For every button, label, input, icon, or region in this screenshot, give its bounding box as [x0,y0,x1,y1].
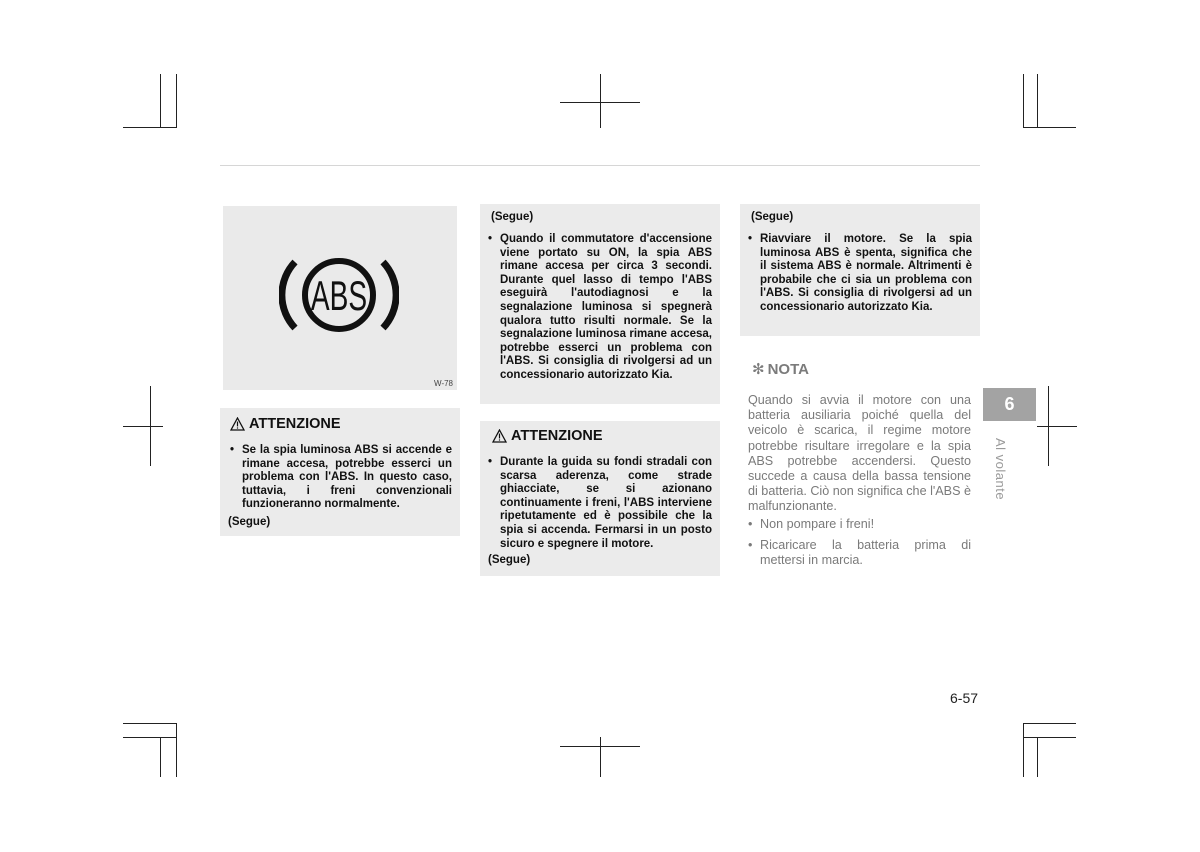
continued-box-3 [740,204,980,336]
continued-bullet-text: Riavviare il motore. Se la spia luminosa ABS è spenta, significa che il sistema ABS è normale. Altrimenti è probabile che ci sia un problema con l'ABS. Si consiglia di rivolgersi ad un concessionario autorizzato Kia. [760,233,972,313]
nota-bullet-text: Ricaricare la batteria prima di mettersi in marcia. [760,537,971,568]
chapter-tab-label [993,438,1013,508]
nota-bullet: • Ricaricare la batteria prima di mettersi in marcia. [748,537,971,568]
attenzione-title: ATTENZIONE [511,428,603,444]
nota-title: NOTA [767,360,809,378]
abs-icon [279,250,399,340]
attenzione-box-1 [220,408,460,536]
continued-bullet-text: Quando il commutatore d'accensione viene portato su ON, la spia ABS rimane accesa per circa 3 secondi. Durante quel lasso di tempo l'ABS eseguirà l'autodiagnosi e la segnalazione luminosa si spegnerà qualora tutto risulti normale. Se la segnalazione luminosa rimane accesa, potrebbe esserci un problema con l'ABS. Si consiglia di rivolgersi ad un concessionario autorizzato Kia. [500,233,712,381]
nota-body [748,393,971,568]
continued-box-2 [480,204,720,404]
attenzione-bullet: • Se la spia luminosa ABS si accende e rimane accesa, potrebbe esserci un problema con l'ABS. In questo caso, tuttavia, i freni convenzionali funzioneranno normalmente. [230,444,452,511]
chapter-tab-label-text: Al volante [993,438,1008,501]
nota-bullet-text: Non pompare i freni! [760,516,875,531]
continued-bullet: • Riavviare il motore. Se la spia luminosa ABS è spenta, significa che il sistema ABS è normale. Altrimenti è probabile che ci sia un problema con l'ABS. Si consiglia di rivolgersi ad un concessionario autorizzato Kia. [748,233,972,313]
attenzione-bullet: • Durante la guida su fondi stradali con scarsa aderenza, come strade ghiacciate, se si azionano continuamente i freni, l'ABS interviene ripetutamente ed è possibile che la spia si accenda. Fermarsi in un posto sicuro e spegnere il motore. [488,456,712,550]
nota-paragraph: Quando si avvia il motore con una batteria ausiliaria poiché quella del veicolo è scarica, il regime motore potrebbe risultare irregolare e la spia ABS potrebbe accendersi. Questo succede a causa della bassa tensione di batteria. Ciò non significa che l'ABS è malfunzionante. [748,393,971,514]
attenzione-bullet-text: Durante la guida su fondi stradali con scarsa aderenza, come strade ghiacciate, se si azionano continuamente i freni, l'ABS interviene ripetutamente ed è possibile che la spia si accenda. Fermarsi in un posto sicuro e spegnere il motore. [500,456,712,550]
segue-label-top: (Segue) [751,211,794,223]
continued-bullet: • Quando il commutatore d'accensione viene portato su ON, la spia ABS rimane accesa per circa 3 secondi. Durante quel lasso di tempo l'ABS eseguirà l'autodiagnosi e la segnalazione luminosa si spegnerà qualora tutto risulti normale. Se la segnalazione luminosa rimane accesa, potrebbe esserci un problema con l'ABS. Si consiglia di rivolgersi ad un concessionario autorizzato Kia. [488,233,712,381]
nota-heading [752,360,809,378]
abs-warning-light-figure [223,206,457,390]
attenzione-heading [230,416,452,432]
warning-triangle-icon [230,417,245,431]
segue-label: (Segue) [488,554,531,567]
attenzione-box-2 [480,421,720,576]
abs-icon-label: ABS [310,273,368,320]
nota-symbol: ✻ [752,361,765,378]
figure-code: W-78 [434,379,453,388]
attenzione-bullet-text: Se la spia luminosa ABS si accende e rimane accesa, potrebbe esserci un problema con l'ABS. In questo caso, tuttavia, i freni convenzionali funzioneranno normalmente. [242,444,452,511]
segue-label: (Segue) [228,515,271,528]
nota-bullet: • Non pompare i freni! [748,517,971,532]
chapter-tab-number: 6 [983,388,1036,421]
header-rule [220,165,980,166]
attenzione-title: ATTENZIONE [249,416,341,432]
attenzione-heading [492,428,712,444]
segue-label-top: (Segue) [491,211,534,223]
page-number: 6-57 [950,690,979,706]
warning-triangle-icon [492,429,507,443]
